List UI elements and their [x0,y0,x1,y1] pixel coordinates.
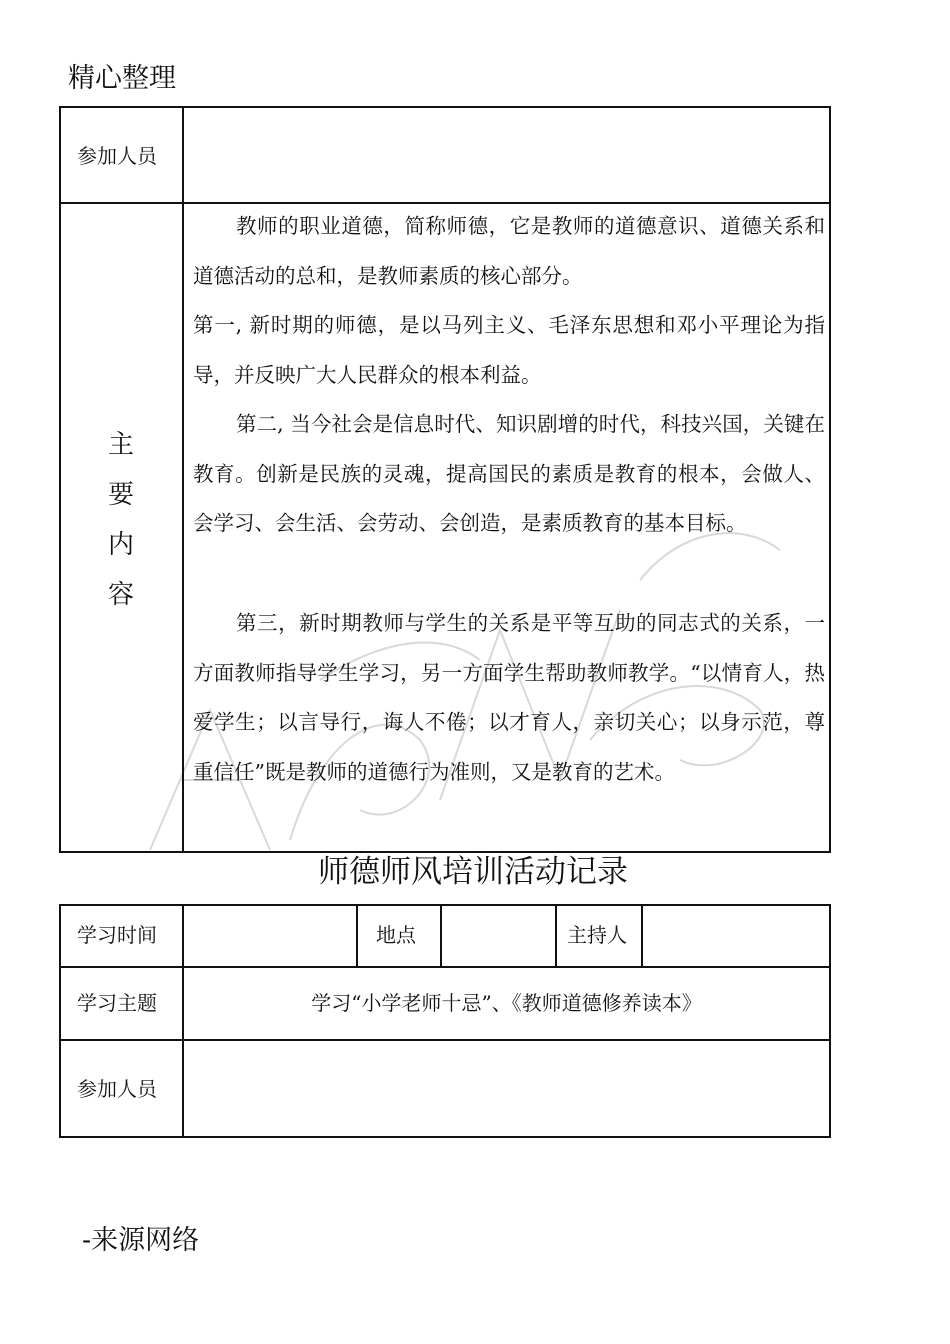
document-title: 师德师风培训活动记录 [318,854,628,890]
time-label: 学习时间 [77,923,157,947]
place-label: 地点 [376,923,416,947]
content-paragraph: 第二, 当今社会是信息时代、知识剧增的时代，科技兴国，关键在教育。创新是民族的灵魂，提高国民的素质是教育的根本，会做人、会学习、会生活、会劳动、会创造，是素质教育的基本目标。 [193,412,825,536]
content-label: 主 要 内 容 [107,430,134,610]
topic-label: 学习主题 [77,991,157,1015]
page-header: 精心整理 [68,63,176,94]
page-footer: -来源网络 [82,1225,200,1256]
host-label: 主持人 [567,923,627,947]
topic-value: 学习“小学老师十忌”、《教师道德修养读本》 [311,991,702,1015]
content-paragraph: 教师的职业道德，简称师德，它是教师的道德意识、道德关系和道德活动的总和，是教师素质的核心部分。 [193,214,825,288]
participants-label: 参加人员 [77,144,157,168]
participants-label: 参加人员 [77,1077,157,1101]
content-paragraph: 第三，新时期教师与学生的关系是平等互助的同志式的关系，一方面教师指导学生学习，另一方面学生帮助教师教学。“以情育人，热爱学生；以言导行，诲人不倦；以才育人，亲切关心；以身示范，尊重信任”既是教师的道德行为准则，又是教育的艺术。 [193,611,825,785]
content-paragraph: 第一, 新时期的师德，是以马列主义、毛泽东思想和邓小平理论为指导，并反映广大人民群众的根本利益。 [193,313,825,387]
